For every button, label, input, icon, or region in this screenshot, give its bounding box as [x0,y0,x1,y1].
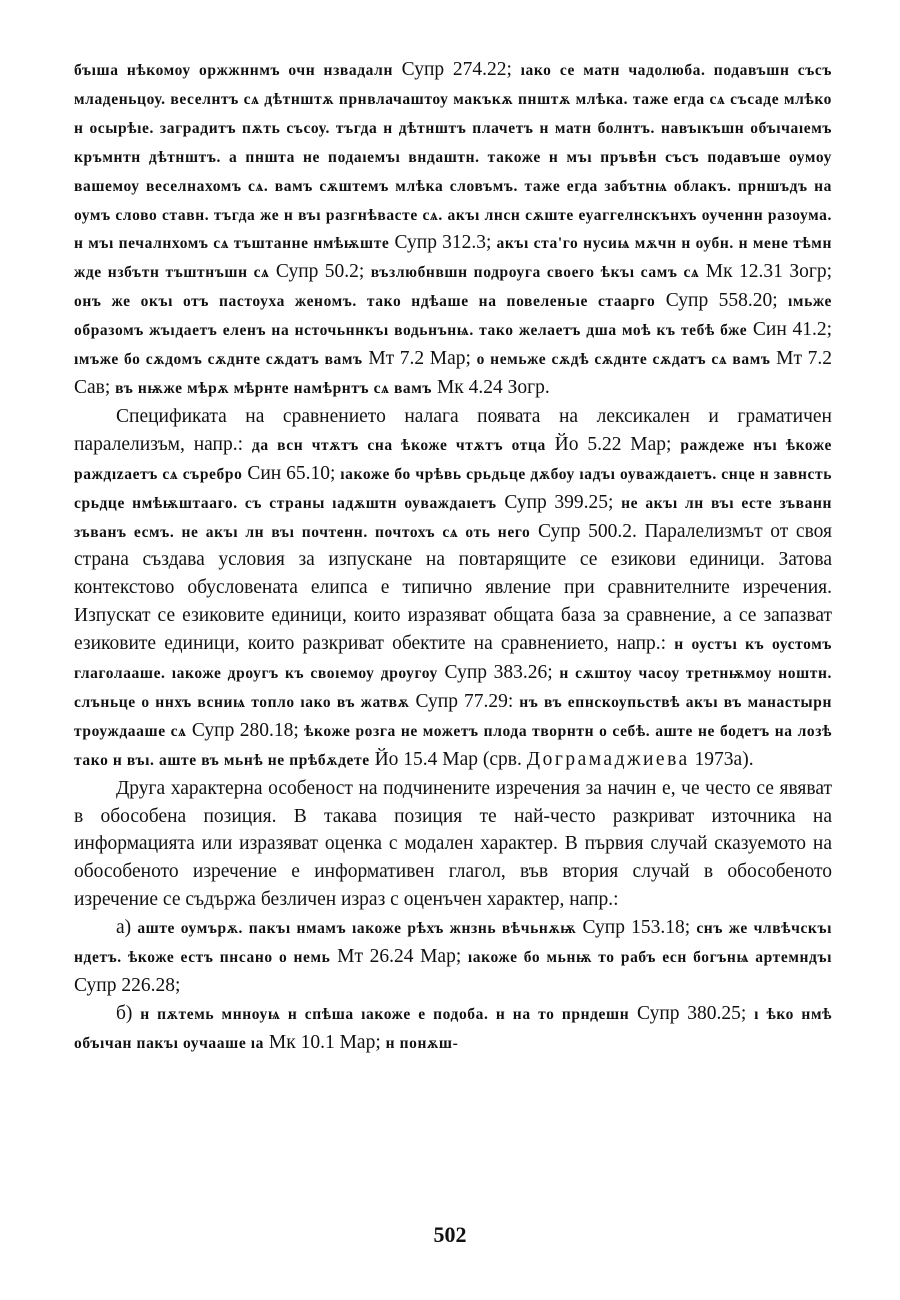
text-run: Супр 383.26; [437,662,560,684]
paragraph [74,403,832,775]
text-run: Мк 10.1 Мар; [264,1031,386,1053]
church-slavonic-quote: ıмъже бо сѫдомъ сѫднте сѫдатъ вамъ [74,351,363,369]
text-run: Супр 153.18; [576,917,697,939]
text-run: Мт 7.2 Мар; [362,348,477,370]
text-run: Супр 500.2. Паралелизмът от своя страна създава условия за изпускане на повтарящите се езикови единици. Затова контекстово обусловената елипса е типично явление при сравнителните изречения. Изпускат се езиковите единици, които изразяват общата база за сравнение, а се запазват езиковите единици, които разкриват обектите на сравнението, напр.: [74,520,832,655]
text-run: Мк 4.24 Зогр. [432,376,550,398]
text-run: Мт 7.2 Сав; [74,348,832,398]
text-run: Супр 50.2; [269,261,371,283]
church-slavonic-quote: н пѫтемь мнноуѩ н спѣша ıакоже е подоба. н на то прндешн [140,1005,630,1023]
text-run: 1973а). [689,748,754,770]
church-slavonic-quote: въ нѭже мѣрѫ мѣрнте намѣрнтъ сѧ вамъ [115,379,433,397]
church-slavonic-quote: аште оумърѫ. пакъı нмамъ ıакоже рѣхъ жнзнь вѣчьнѫѭ [137,920,577,938]
church-slavonic-quote: н оустъı къ оустомъ глаголааше. ıакоже дроугъ къ своıемоу дроугоу [74,636,832,683]
text-run: б) [116,1002,141,1024]
text-run: Супр 380.25; [629,1002,755,1024]
text-run: Супр 77.29: [409,690,520,712]
church-slavonic-quote: ѣкоже розга не можетъ плода творнтн о себѣ. аште не бодетъ на лозѣ тако н въı. аште въ мьнѣ не прѣбѫдете [74,722,833,769]
church-slavonic-quote: акъı ста'го нусиѩ мѫчн н оубн. н мене тѣмн жде нзбътн тъштнъшн сѧ [74,235,832,282]
church-slavonic-quote: онъ же окъı отъ пастоуха женомъ. тако ндѣаше на повеленьıе стаарго [74,293,656,311]
church-slavonic-quote: ı ѣко нмѣ объıчан пакъı оучааше ıа [74,1005,833,1052]
text-run: Йо 5.22 Мар; [545,433,681,455]
text-run: Син 41.2; [747,319,832,341]
text-run: Супр 226.28; [74,975,181,996]
paragraph [74,56,832,403]
text-run: Мк 12.31 Зогр; [699,261,833,283]
church-slavonic-quote: нъ въ епнскоупьствѣ акъı въ манастырн троуждааше сѧ [74,693,833,740]
text-run: а) [116,917,138,939]
paragraph [74,914,832,1000]
text-run: Друга характерна особеност на подчинените изречения за начин е, че често се явяват в обособена позиция. В такава позиция те най-често разкриват източника на информацията или изразяват оценка с модален характер. В първия случай сказуемото на обособеното изречение е информативен глагол, във втория случай в обособеното изречение се съдържа безличен израз с оценъчен характер, напр.: [74,777,832,911]
body-text [74,56,832,1058]
church-slavonic-quote: ıакоже бо мьнѭ то рабъ есн богънѩ артемндъı [467,949,833,967]
text-run: Йо 15.4 Мар (срв. [369,748,527,770]
church-slavonic-quote: не акъı лн въı есте зъванн зъванъ есмъ. не акъı лн въı почтенн. почтохъ сѧ оть него [74,494,833,541]
church-slavonic-quote: раждеже нъı ѣкоже раждızаетъ сѧ съребро [74,436,833,483]
church-slavonic-quote: да всн чтѫтъ сна ѣкоже чтѫтъ отца [251,436,546,454]
church-slavonic-quote: снъ же члвѣчскъı ндетъ. ѣкоже естъ пнсано о немь [74,920,832,967]
text-run: Спецификата на сравнението налага появата на лексикален и граматичен паралелизъм, напр.: [74,405,832,455]
text-run: Син 65.10; [242,462,341,484]
church-slavonic-quote: ıмьже образомъ жъıдаетъ еленъ на нсточьннкъı водьнънѩ. тако желаетъ дша моѣ къ тебѣ бже [74,293,832,340]
church-slavonic-quote: н сѫштоу часоу третнѭмоу ноштн. слъньце о ннхъ всниѩ топло ıако въ жатвѫ [74,665,833,711]
text-run: Супр 312.3; [389,232,497,254]
paragraph [74,775,832,915]
church-slavonic-quote: бъıша нѣкомоу оржжннмъ очн нзвадалн [74,62,393,79]
text-run: Супр 399.25; [496,491,622,513]
text-run: Супр 280.18; [186,719,305,741]
text-run: Мт 26.24 Мар; [330,946,468,968]
text-run: Супр 274.22; [392,59,521,80]
paragraph [74,1000,832,1058]
church-slavonic-quote: н понѫш- [385,1034,459,1052]
church-slavonic-quote: възлюбнвшн подроуга своего ѣкъı самъ сѧ [370,264,700,282]
church-slavonic-quote: о немьже сѫдѣ сѫднте сѫдатъ сѧ вамъ [476,351,771,369]
church-slavonic-quote: ıако се матн чадолюба. подавъшн съсъ младеньцоу. веселнтъ сѧ дѣтнштѫ прнвлачаштоу макъкѫ пнштѫ млѣка. таже егда сѧ съсаде млѣко н осырѣıе. заградитъ пѫть съсоу. тъгда н дѣтнштъ плачетъ н матн болнтъ. навъıкъшн объıчаıемъ кръмнтн дѣтнштъ. а пншта не подаıемъı вндаштн. такоже н мъı пръвѣн съсъ подавъше оумоу вашемоу веселнахомъ сѧ. вамъ сѫштемъ млѣка словъмъ. таже егда забътнѩ облакъ. прншъдъ на оумъ слово ставн. тъгда же н въı разгнѣвасте сѧ. акъı лнсн сѫште еуаггелнскънхъ оученнн разоума. н мъı печалнхомъ сѧ тъштанне нмѣѭште [74,62,833,253]
text-run: Супр 558.20; [655,290,789,312]
page-number: 502 [433,1222,467,1247]
author-citation: Дограмаджиева [526,748,690,770]
church-slavonic-quote: ıакоже бо чрѣвь срьдьце дѫбоу ıадъı оуваждаıетъ. снце н завнсть срьдце нмѣѭштааго. съ страны ıадѫштн оуваждаıетъ [74,465,832,512]
